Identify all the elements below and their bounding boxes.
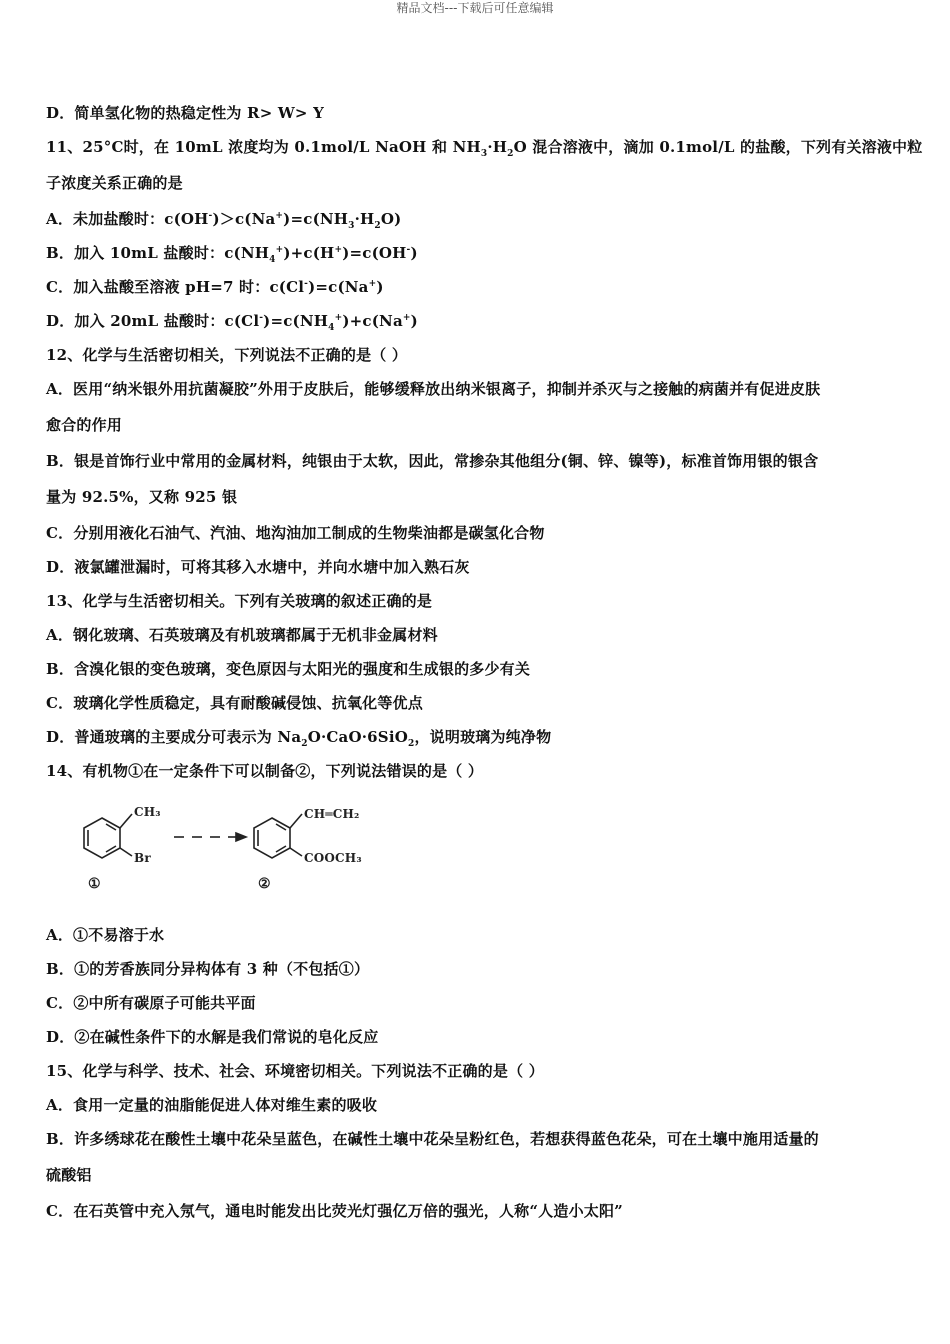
q14-option-c: C．②中所有碳原子可能共平面 — [46, 994, 256, 1012]
q11-option-b: B．加入 10mL 盐酸时：$c(NH_4^+)+c(H^+)=c(OH^-)$ — [46, 244, 418, 265]
q13-option-b: B．含溴化银的变色玻璃，变色原因与太阳光的强度和生成银的多少有关 — [46, 660, 531, 678]
q14-stem: 14、有机物①在一定条件下可以制备②，下列说法错误的是（ ） — [46, 762, 484, 780]
q15-option-a: A．食用一定量的油脂能促进人体对维生素的吸收 — [46, 1096, 378, 1114]
q11-stem-line2: 子浓度关系正确的是 — [46, 174, 183, 192]
q13-stem: 13、化学与生活密切相关。下列有关玻璃的叙述正确的是 — [46, 592, 433, 610]
q15-stem: 15、化学与科学、技术、社会、环境密切相关。下列说法不正确的是（ ） — [46, 1062, 544, 1080]
q14-option-b: B．①的芳香族同分异构体有 3 种（不包括①） — [46, 960, 370, 978]
q13-option-a: A．钢化玻璃、石英玻璃及有机玻璃都属于无机非金属材料 — [46, 626, 438, 644]
reaction-scheme-svg — [46, 788, 466, 918]
q12-option-c: C．分别用液化石油气、汽油、地沟油加工制成的生物柴油都是碳氢化合物 — [46, 524, 545, 542]
q12-option-b-line2: 量为 92.5%，又称 925 银 — [46, 488, 238, 506]
molecule-1-ring — [84, 814, 132, 858]
reaction-scheme-figure — [46, 788, 906, 918]
reaction-arrow-icon — [174, 833, 246, 841]
q12-option-d: D．液氯罐泄漏时，可将其移入水塘中，并向水塘中加入熟石灰 — [46, 558, 470, 576]
q13-option-c: C．玻璃化学性质稳定，具有耐酸碱侵蚀、抗氧化等优点 — [46, 694, 423, 712]
page-header: 精品文档---下载后可任意编辑 — [396, 1, 554, 15]
q14-option-d: D．②在碱性条件下的水解是我们常说的皂化反应 — [46, 1028, 379, 1046]
q12-stem: 12、化学与生活密切相关，下列说法不正确的是（ ） — [46, 346, 408, 364]
q12-option-a-line1: A．医用“纳米银外用抗菌凝胶”外用于皮肤后，能够缓释放出纳米银离子，抑制并杀灭与之接触的病菌并有促进皮肤 — [46, 380, 821, 398]
q15-option-b-line1: B．许多绣球花在酸性土壤中花朵呈蓝色，在碱性土壤中花朵呈粉红色，若想获得蓝色花朵，可在土壤中施用适量的 — [46, 1130, 819, 1148]
q12-option-a-line2: 愈合的作用 — [46, 416, 123, 434]
q15-option-c: C．在石英管中充入氖气，通电时能发出比荧光灯强亿万倍的强光，人称“人造小太阳” — [46, 1202, 623, 1220]
q13-option-d: D．普通玻璃的主要成分可表示为 $Na_2O\cdot CaO\cdot 6SiO_2$，说明玻璃为纯净物 — [46, 728, 552, 749]
q12-option-b-line1: B．银是首饰行业中常用的金属材料，纯银由于太软，因此，常掺杂其他组分(铜、锌、镍等)，标准首饰用银的银含 — [46, 452, 819, 470]
document-body — [46, 96, 923, 1228]
q15-option-b-line2: 硫酸铝 — [46, 1166, 92, 1184]
molecule-2-label: ② — [258, 876, 271, 892]
q11-option-d: D．加入 20mL 盐酸时：$c(Cl^-)=c(NH_4^+)+c(Na^+)$ — [46, 312, 418, 333]
molecule-1-ch3-label: CH₃ — [134, 805, 161, 819]
molecule-2-ring — [254, 814, 302, 858]
q11-stem-line1: 11、25°C时，在 10mL 浓度均为 0.1mol/L NaOH 和 $NH_3\cdot H_2O$ 混合溶液中，滴加 0.1mol/L 的盐酸，下列有关溶液中粒 — [46, 138, 923, 159]
q14-option-a: A．①不易溶于水 — [46, 926, 165, 944]
molecule-2-vinyl-label: CH═CH₂ — [304, 807, 360, 821]
q11-option-a: A．未加盐酸时：$c(OH^-)>c(Na^+)=c(NH_3\cdot H_2O)$ — [46, 210, 402, 231]
molecule-1-br-label: Br — [134, 851, 151, 865]
molecule-2-ester-label: COOCH₃ — [304, 851, 362, 865]
q10-option-d: D．简单氢化物的热稳定性为 R> W> Y — [46, 104, 325, 122]
molecule-1-label: ① — [88, 876, 101, 892]
q11-option-c: C．加入盐酸至溶液 pH=7 时：c(Cl-)=c(Na+) — [46, 278, 384, 296]
